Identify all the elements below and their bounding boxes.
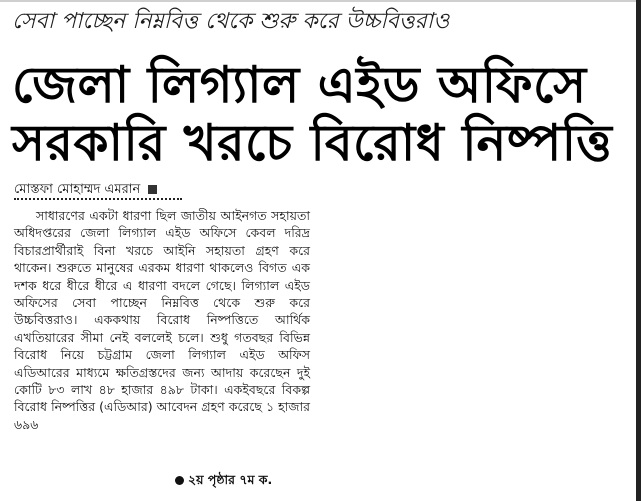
headline-line-2: সরকারি খরচে বিরোধ নিষ্পত্তি <box>12 114 613 172</box>
dotted-divider <box>14 198 182 200</box>
kicker-subheadline: সেবা পাচ্ছেন নিম্নবিত্ত থেকে শুরু করে উচ্চবিত্তরাও <box>12 9 450 34</box>
continuation-note <box>175 472 272 492</box>
author-name: মোস্তফা মোহাম্মদ এমরান <box>14 182 141 197</box>
bullet-icon <box>175 476 184 485</box>
continuation-text: ২য় পৃষ্ঠার ৭ম ক. <box>188 472 273 487</box>
article-body <box>14 207 310 433</box>
right-border-rule <box>636 0 641 501</box>
headline-line-1: জেলা লিগ্যাল এইড অফিসে <box>12 56 587 114</box>
top-border-line <box>0 0 641 2</box>
byline-square-icon <box>148 185 157 194</box>
body-paragraph: সাধারণের একটা ধারণা ছিল জাতীয় আইনগত সহায়তা অধিদপ্তরের জেলা লিগ্যাল এইড অফিসে কেবল দরিদ্র বিচারপ্রার্থীরাই বিনা খরচে আইনি সহায়তা গ্রহণ করে থাকেন। শুরুতে মানুষের এরকম ধারণা থাকলেও বিগত এক দশক ধরে ধীরে ধীরে এ ধারণা বদলে গেছে। লিগ্যাল এইড অফিসের সেবা পাচ্ছেন নিম্নবিত্ত থেকে শুরু করে উচ্চবিত্তরাও। এককথায় বিরোধ নিষ্পত্তিতে আর্থিক এখতিয়ারের সীমা নেই বললেই চলে। শুধু গতবছর বিভিন্ন বিরোধ নিয়ে চট্টগ্রাম জেলা লিগ্যাল এইড অফিস এডিআরের মাধ্যমে ক্ষতিগ্রস্তদের জন্য আদায় করেছেন দুই কোটি ৮৩ লাখ ৪৮ হাজার ৪৯৮ টাকা। একইবছরে বিকল্প বিরোধ নিষ্পত্তির (এডিআর) আবেদন গ্রহণ করেছে ১ হাজার ৬৯৬ <box>14 208 310 432</box>
